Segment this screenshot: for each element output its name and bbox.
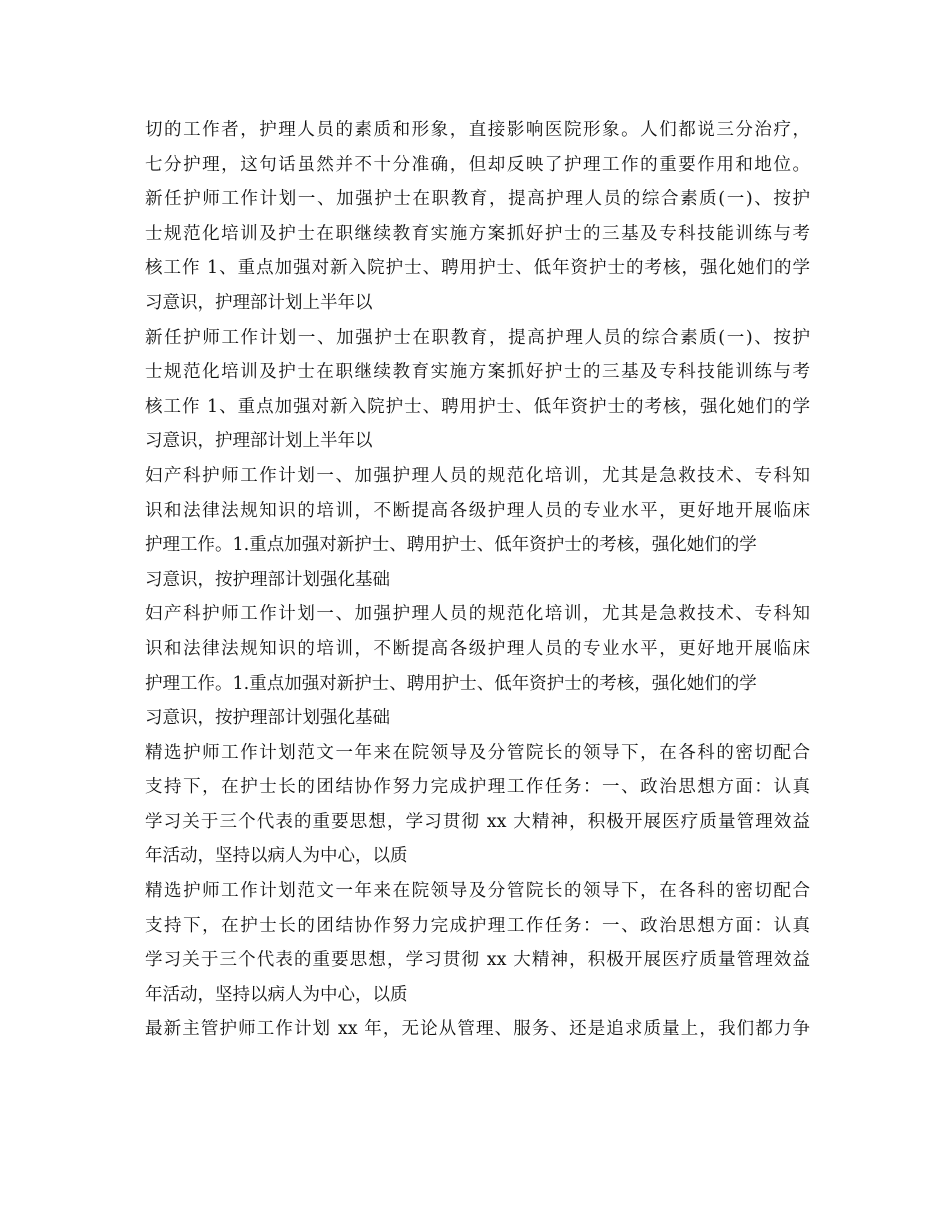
text-line: 妇产科护师工作计划一、加强护理人员的规范化培训，尤其是急救技术、专科知 bbox=[145, 465, 810, 486]
text-line: 七分护理，这句话虽然并不十分准确，但却反映了护理工作的重要作用和地位。 bbox=[145, 154, 810, 175]
text-line: 习意识，护理部计划上半年以 bbox=[145, 292, 373, 313]
text-line: 精选护师工作计划范文一年来在院领导及分管院长的领导下，在各科的密切配合 bbox=[145, 881, 810, 902]
text-line: 学习关于三个代表的重要思想，学习贯彻 xx 大精神，积极开展医疗质量管理效益 bbox=[145, 811, 810, 832]
text-line: 护理工作。1.重点加强对新护士、聘用护士、低年资护士的考核，强化她们的学 bbox=[145, 673, 757, 694]
text-line: 年活动，坚持以病人为中心，以质 bbox=[145, 846, 408, 867]
text-line: 新任护师工作计划一、加强护士在职教育，提高护理人员的综合素质(一)、按护 bbox=[145, 327, 810, 348]
text-line: 妇产科护师工作计划一、加强护理人员的规范化培训，尤其是急救技术、专科知 bbox=[145, 604, 810, 625]
text-line: 习意识，按护理部计划强化基础 bbox=[145, 569, 390, 590]
text-line: 最新主管护师工作计划 xx 年，无论从管理、服务、还是追求质量上，我们都力争 bbox=[145, 1019, 810, 1040]
text-line: 习意识，按护理部计划强化基础 bbox=[145, 708, 390, 729]
text-line: 士规范化培训及护士在职继续教育实施方案抓好护士的三基及专科技能训练与考 bbox=[145, 362, 810, 383]
document-body-text bbox=[145, 113, 810, 1047]
text-line: 年活动，坚持以病人为中心，以质 bbox=[145, 984, 408, 1005]
text-line: 支持下，在护士长的团结协作努力完成护理工作任务：一、政治思想方面：认真 bbox=[145, 777, 810, 798]
text-line: 精选护师工作计划范文一年来在院领导及分管院长的领导下，在各科的密切配合 bbox=[145, 742, 810, 763]
text-line: 新任护师工作计划一、加强护士在职教育，提高护理人员的综合素质(一)、按护 bbox=[145, 189, 810, 210]
text-line: 核工作 1、重点加强对新入院护士、聘用护士、低年资护士的考核，强化她们的学 bbox=[145, 396, 810, 417]
text-line: 护理工作。1.重点加强对新护士、聘用护士、低年资护士的考核，强化她们的学 bbox=[145, 535, 757, 556]
text-line: 核工作 1、重点加强对新入院护士、聘用护士、低年资护士的考核，强化她们的学 bbox=[145, 258, 810, 279]
text-line: 士规范化培训及护士在职继续教育实施方案抓好护士的三基及专科技能训练与考 bbox=[145, 223, 810, 244]
text-line: 支持下，在护士长的团结协作努力完成护理工作任务：一、政治思想方面：认真 bbox=[145, 915, 810, 936]
text-line: 切的工作者，护理人员的素质和形象，直接影响医院形象。人们都说三分治疗， bbox=[145, 120, 810, 140]
text-line: 识和法律法规知识的培训，不断提高各级护理人员的专业水平，更好地开展临床 bbox=[145, 500, 810, 521]
text-line: 习意识，护理部计划上半年以 bbox=[145, 431, 373, 452]
text-line: 识和法律法规知识的培训，不断提高各级护理人员的专业水平，更好地开展临床 bbox=[145, 638, 810, 659]
text-line: 学习关于三个代表的重要思想，学习贯彻 xx 大精神，积极开展医疗质量管理效益 bbox=[145, 950, 810, 971]
